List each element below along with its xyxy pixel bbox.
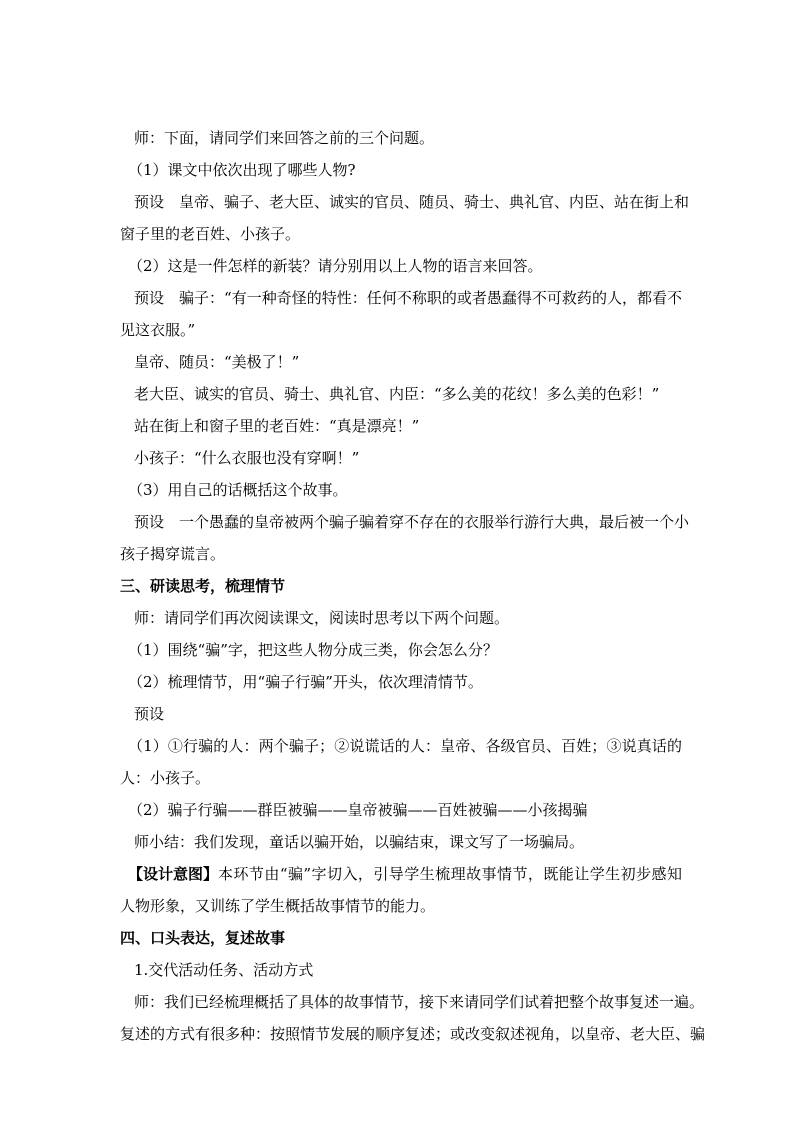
paragraph-line: 师：下面，请同学们来回答之前的三个问题。	[134, 129, 435, 147]
question-line: （1）课文中依次出现了哪些人物?	[128, 161, 356, 179]
section-heading: 三、研读思考，梳理情节	[120, 577, 286, 595]
design-intent-continued: 人物形象，又训练了学生概括故事情节的能力。	[120, 897, 436, 915]
question-line: （2）这是一件怎样的新装？请分别用以上人物的语言来回答。	[128, 257, 543, 275]
answer-line: 预设 皇帝、骗子、老大臣、诚实的官员、随员、骑士、典礼官、内臣、站在街上和	[134, 193, 690, 211]
quote-line: 皇帝、随员：“美极了！”	[134, 353, 300, 371]
preset-label: 预设	[134, 705, 165, 723]
design-intent-label: 【设计意图】	[128, 865, 219, 883]
answer-line: （2）骗子行骗——群臣被骗——皇帝被骗——百姓被骗——小孩揭骗	[128, 801, 588, 819]
question-line: （3）用自己的话概括这个故事。	[128, 481, 348, 499]
paragraph-line: 师：请同学们再次阅读课文，阅读时思考以下两个问题。	[134, 609, 510, 627]
answer-line-continued: 孩子揭穿谎言。	[120, 545, 226, 563]
paragraph-line: 师：我们已经梳理概括了具体的故事情节，接下来请同学们试着把整个故事复述一遍。	[134, 993, 705, 1011]
summary-line: 师小结：我们发现，童话以骗开始，以骗结束，课文写了一场骗局。	[134, 833, 585, 851]
design-intent-text: 本环节由“骗”字切入，引导学生梳理故事情节，既能让学生初步感知	[218, 865, 682, 883]
answer-line: （1）①行骗的人：两个骗子；②说谎话的人：皇帝、各级官员、百姓；③说真话的	[128, 737, 682, 755]
section-heading: 四、口头表达，复述故事	[120, 929, 286, 947]
answer-line-continued: 见这衣服。”	[120, 321, 196, 339]
answer-line: 预设 一个愚蠢的皇帝被两个骗子骗着穿不存在的衣服举行游行大典，最后被一个小	[134, 513, 690, 531]
paragraph-line-continued: 复述的方式有很多种：按照情节发展的顺序复述；或改变叙述视角，以皇帝、老大臣、骗	[120, 1025, 706, 1043]
question-line: （1）围绕“骗”字，把这些人物分成三类，你会怎么分？	[128, 641, 498, 659]
answer-line-continued: 人：小孩子。	[120, 769, 211, 787]
sub-heading: 1.交代活动任务、活动方式	[134, 961, 314, 979]
design-intent-line	[128, 864, 682, 884]
answer-line-continued: 窗子里的老百姓、小孩子。	[120, 225, 301, 243]
quote-line: 小孩子：“什么衣服也没有穿啊！”	[134, 449, 360, 467]
quote-line: 老大臣、诚实的官员、骑士、典礼官、内臣：“多么美的花纹！多么美的色彩！”	[134, 385, 660, 403]
answer-line: 预设 骗子：“有一种奇怪的特性：任何不称职的或者愚蠢得不可救药的人，都看不	[134, 289, 682, 307]
question-line: （2）梳理情节，用“骗子行骗”开头，依次理清情节。	[128, 673, 483, 691]
quote-line: 站在街上和窗子里的老百姓：“真是漂亮！”	[134, 417, 420, 435]
